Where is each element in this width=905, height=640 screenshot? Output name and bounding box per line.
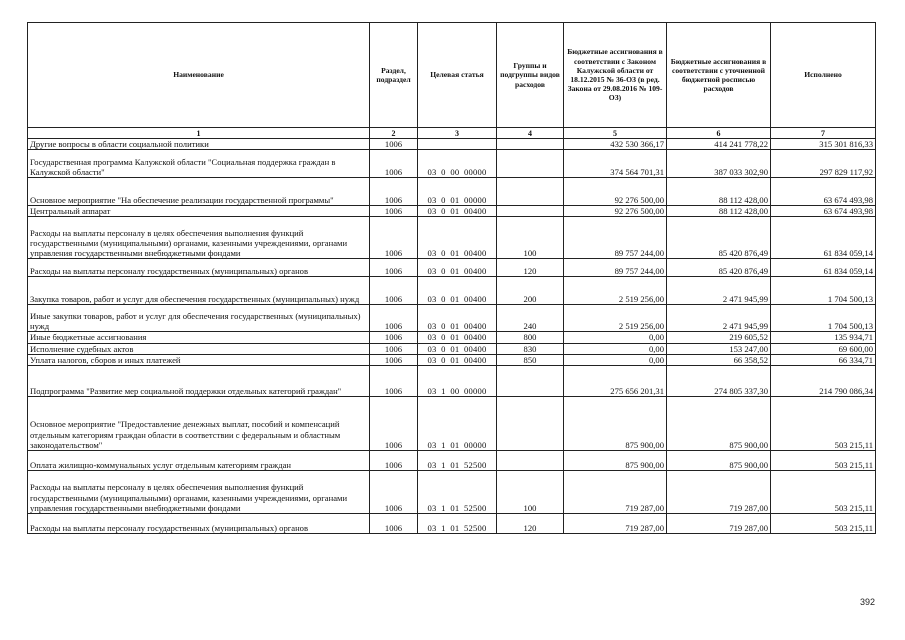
budget-sheet (27, 22, 875, 534)
row-name: Оплата жилищно-коммунальных услуг отдельным категориям граждан (28, 451, 370, 471)
row-refined: 875 900,00 (667, 397, 771, 451)
row-section: 1006 (370, 178, 418, 206)
row-approved: 719 287,00 (564, 514, 667, 534)
table-row (28, 305, 876, 332)
row-name: Расходы на выплаты персоналу государственных (муниципальных) органов (28, 514, 370, 534)
row-executed: 63 674 493,98 (771, 178, 876, 206)
row-name: Исполнение судебных актов (28, 343, 370, 354)
row-section: 1006 (370, 343, 418, 354)
row-approved: 0,00 (564, 354, 667, 365)
row-approved: 89 757 244,00 (564, 259, 667, 277)
row-section: 1006 (370, 397, 418, 451)
table-row (28, 471, 876, 514)
row-target: 03 0 01 00400 (418, 217, 497, 259)
row-executed: 69 600,00 (771, 343, 876, 354)
row-executed: 66 334,71 (771, 354, 876, 365)
row-name: Государственная программа Калужской области "Социальная поддержка граждан в Калужской области" (28, 150, 370, 178)
table-row (28, 277, 876, 305)
row-group: 850 (497, 354, 564, 365)
row-refined: 88 112 428,00 (667, 206, 771, 217)
table-row (28, 514, 876, 534)
column-number-row (28, 128, 876, 139)
row-group: 120 (497, 514, 564, 534)
header-section: Раздел, подраздел (370, 23, 418, 128)
table-row (28, 343, 876, 354)
row-name: Центральный аппарат (28, 206, 370, 217)
row-target: 03 0 01 00000 (418, 178, 497, 206)
column-number: 2 (370, 128, 418, 139)
row-section: 1006 (370, 150, 418, 178)
table-row (28, 206, 876, 217)
row-refined: 219 605,52 (667, 332, 771, 343)
row-group (497, 451, 564, 471)
row-approved: 875 900,00 (564, 451, 667, 471)
row-approved: 875 900,00 (564, 397, 667, 451)
row-refined: 414 241 778,22 (667, 139, 771, 150)
row-refined: 153 247,00 (667, 343, 771, 354)
row-group: 200 (497, 277, 564, 305)
row-section: 1006 (370, 332, 418, 343)
table-row (28, 366, 876, 397)
table-row (28, 259, 876, 277)
row-executed: 1 704 500,13 (771, 305, 876, 332)
header-target: Целевая статья (418, 23, 497, 128)
row-name: Другие вопросы в области социальной политики (28, 139, 370, 150)
row-section: 1006 (370, 471, 418, 514)
column-number: 5 (564, 128, 667, 139)
row-executed: 214 790 086,34 (771, 366, 876, 397)
table-row (28, 139, 876, 150)
row-target: 03 1 01 52500 (418, 514, 497, 534)
row-approved: 0,00 (564, 332, 667, 343)
row-refined: 88 112 428,00 (667, 178, 771, 206)
row-approved: 92 276 500,00 (564, 206, 667, 217)
column-number: 3 (418, 128, 497, 139)
row-name: Иные закупки товаров, работ и услуг для обеспечения государственных (муниципальных) нужд (28, 305, 370, 332)
row-section: 1006 (370, 366, 418, 397)
row-group (497, 397, 564, 451)
row-approved: 2 519 256,00 (564, 277, 667, 305)
header-executed: Исполнено (771, 23, 876, 128)
row-group (497, 150, 564, 178)
row-target: 03 0 01 00400 (418, 332, 497, 343)
row-executed: 297 829 117,92 (771, 150, 876, 178)
row-target: 03 0 01 00400 (418, 206, 497, 217)
row-section: 1006 (370, 217, 418, 259)
row-name: Подпрограмма "Развитие мер социальной поддержки отдельных категорий граждан" (28, 366, 370, 397)
row-section: 1006 (370, 305, 418, 332)
row-section: 1006 (370, 139, 418, 150)
budget-table (27, 22, 876, 534)
row-refined: 274 805 337,30 (667, 366, 771, 397)
row-section: 1006 (370, 277, 418, 305)
row-target: 03 1 00 00000 (418, 366, 497, 397)
row-executed: 61 834 059,14 (771, 259, 876, 277)
row-executed: 503 215,11 (771, 471, 876, 514)
row-target: 03 0 01 00400 (418, 343, 497, 354)
row-approved: 92 276 500,00 (564, 178, 667, 206)
row-approved: 2 519 256,00 (564, 305, 667, 332)
column-number: 1 (28, 128, 370, 139)
row-group: 800 (497, 332, 564, 343)
row-target: 03 0 01 00400 (418, 277, 497, 305)
row-section: 1006 (370, 451, 418, 471)
row-refined: 66 358,52 (667, 354, 771, 365)
row-group: 240 (497, 305, 564, 332)
row-group: 120 (497, 259, 564, 277)
row-executed: 503 215,11 (771, 397, 876, 451)
table-row (28, 217, 876, 259)
row-approved: 275 656 201,31 (564, 366, 667, 397)
row-executed: 503 215,11 (771, 451, 876, 471)
column-number: 7 (771, 128, 876, 139)
row-group (497, 366, 564, 397)
row-target: 03 0 01 00400 (418, 354, 497, 365)
header-name: Наименование (28, 23, 370, 128)
header-approved: Бюджетные ассигнования в соответствии с Законом Калужской области от 18.12.2015 № 36-ОЗ (в ред. Закона от 29.08.2016 № 109-ОЗ) (564, 23, 667, 128)
row-name: Расходы на выплаты персоналу в целях обеспечения выполнения функций государственными (муниципальными) органами, казенными учреждениями, органами управления государственными внебюджетными фондами (28, 217, 370, 259)
row-section: 1006 (370, 514, 418, 534)
table-row (28, 150, 876, 178)
row-group (497, 139, 564, 150)
row-refined: 2 471 945,99 (667, 277, 771, 305)
table-row (28, 397, 876, 451)
row-target: 03 1 01 52500 (418, 471, 497, 514)
row-approved: 89 757 244,00 (564, 217, 667, 259)
row-target (418, 139, 497, 150)
row-refined: 85 420 876,49 (667, 259, 771, 277)
row-target: 03 0 00 00000 (418, 150, 497, 178)
row-refined: 719 287,00 (667, 471, 771, 514)
table-row (28, 332, 876, 343)
row-refined: 85 420 876,49 (667, 217, 771, 259)
row-executed: 315 301 816,33 (771, 139, 876, 150)
row-name: Основное мероприятие "Предоставление денежных выплат, пособий и компенсаций отдельным категориям граждан области в соответствии с федеральным и областным законодательством" (28, 397, 370, 451)
row-refined: 387 033 302,90 (667, 150, 771, 178)
row-name: Расходы на выплаты персоналу государственных (муниципальных) органов (28, 259, 370, 277)
row-executed: 61 834 059,14 (771, 217, 876, 259)
row-name: Уплата налогов, сборов и иных платежей (28, 354, 370, 365)
row-executed: 135 934,71 (771, 332, 876, 343)
row-target: 03 1 01 00000 (418, 397, 497, 451)
row-name: Основное мероприятие "На обеспечение реализации государственной программы" (28, 178, 370, 206)
row-refined: 875 900,00 (667, 451, 771, 471)
table-row (28, 354, 876, 365)
row-group (497, 178, 564, 206)
row-refined: 719 287,00 (667, 514, 771, 534)
row-section: 1006 (370, 206, 418, 217)
table-header-row (28, 23, 876, 128)
header-group: Группы и подгруппы видов расходов (497, 23, 564, 128)
row-name: Иные бюджетные ассигнования (28, 332, 370, 343)
table-row (28, 451, 876, 471)
row-group: 100 (497, 217, 564, 259)
header-refined: Бюджетные ассигнования в соответствии с уточненной бюджетной росписью расходов (667, 23, 771, 128)
row-approved: 719 287,00 (564, 471, 667, 514)
row-target: 03 1 01 52500 (418, 451, 497, 471)
row-group: 830 (497, 343, 564, 354)
row-executed: 63 674 493,98 (771, 206, 876, 217)
row-executed: 1 704 500,13 (771, 277, 876, 305)
table-row (28, 178, 876, 206)
row-executed: 503 215,11 (771, 514, 876, 534)
row-approved: 432 530 366,17 (564, 139, 667, 150)
page-number: 392 (859, 597, 875, 607)
column-number: 6 (667, 128, 771, 139)
row-section: 1006 (370, 354, 418, 365)
row-target: 03 0 01 00400 (418, 305, 497, 332)
row-group (497, 206, 564, 217)
row-approved: 0,00 (564, 343, 667, 354)
row-group: 100 (497, 471, 564, 514)
row-approved: 374 564 701,31 (564, 150, 667, 178)
row-refined: 2 471 945,99 (667, 305, 771, 332)
column-number: 4 (497, 128, 564, 139)
row-name: Расходы на выплаты персоналу в целях обеспечения выполнения функций государственными (муниципальными) органами, казенными учреждениями, органами управления государственными внебюджетными фондами (28, 471, 370, 514)
row-target: 03 0 01 00400 (418, 259, 497, 277)
row-section: 1006 (370, 259, 418, 277)
row-name: Закупка товаров, работ и услуг для обеспечения государственных (муниципальных) нужд (28, 277, 370, 305)
